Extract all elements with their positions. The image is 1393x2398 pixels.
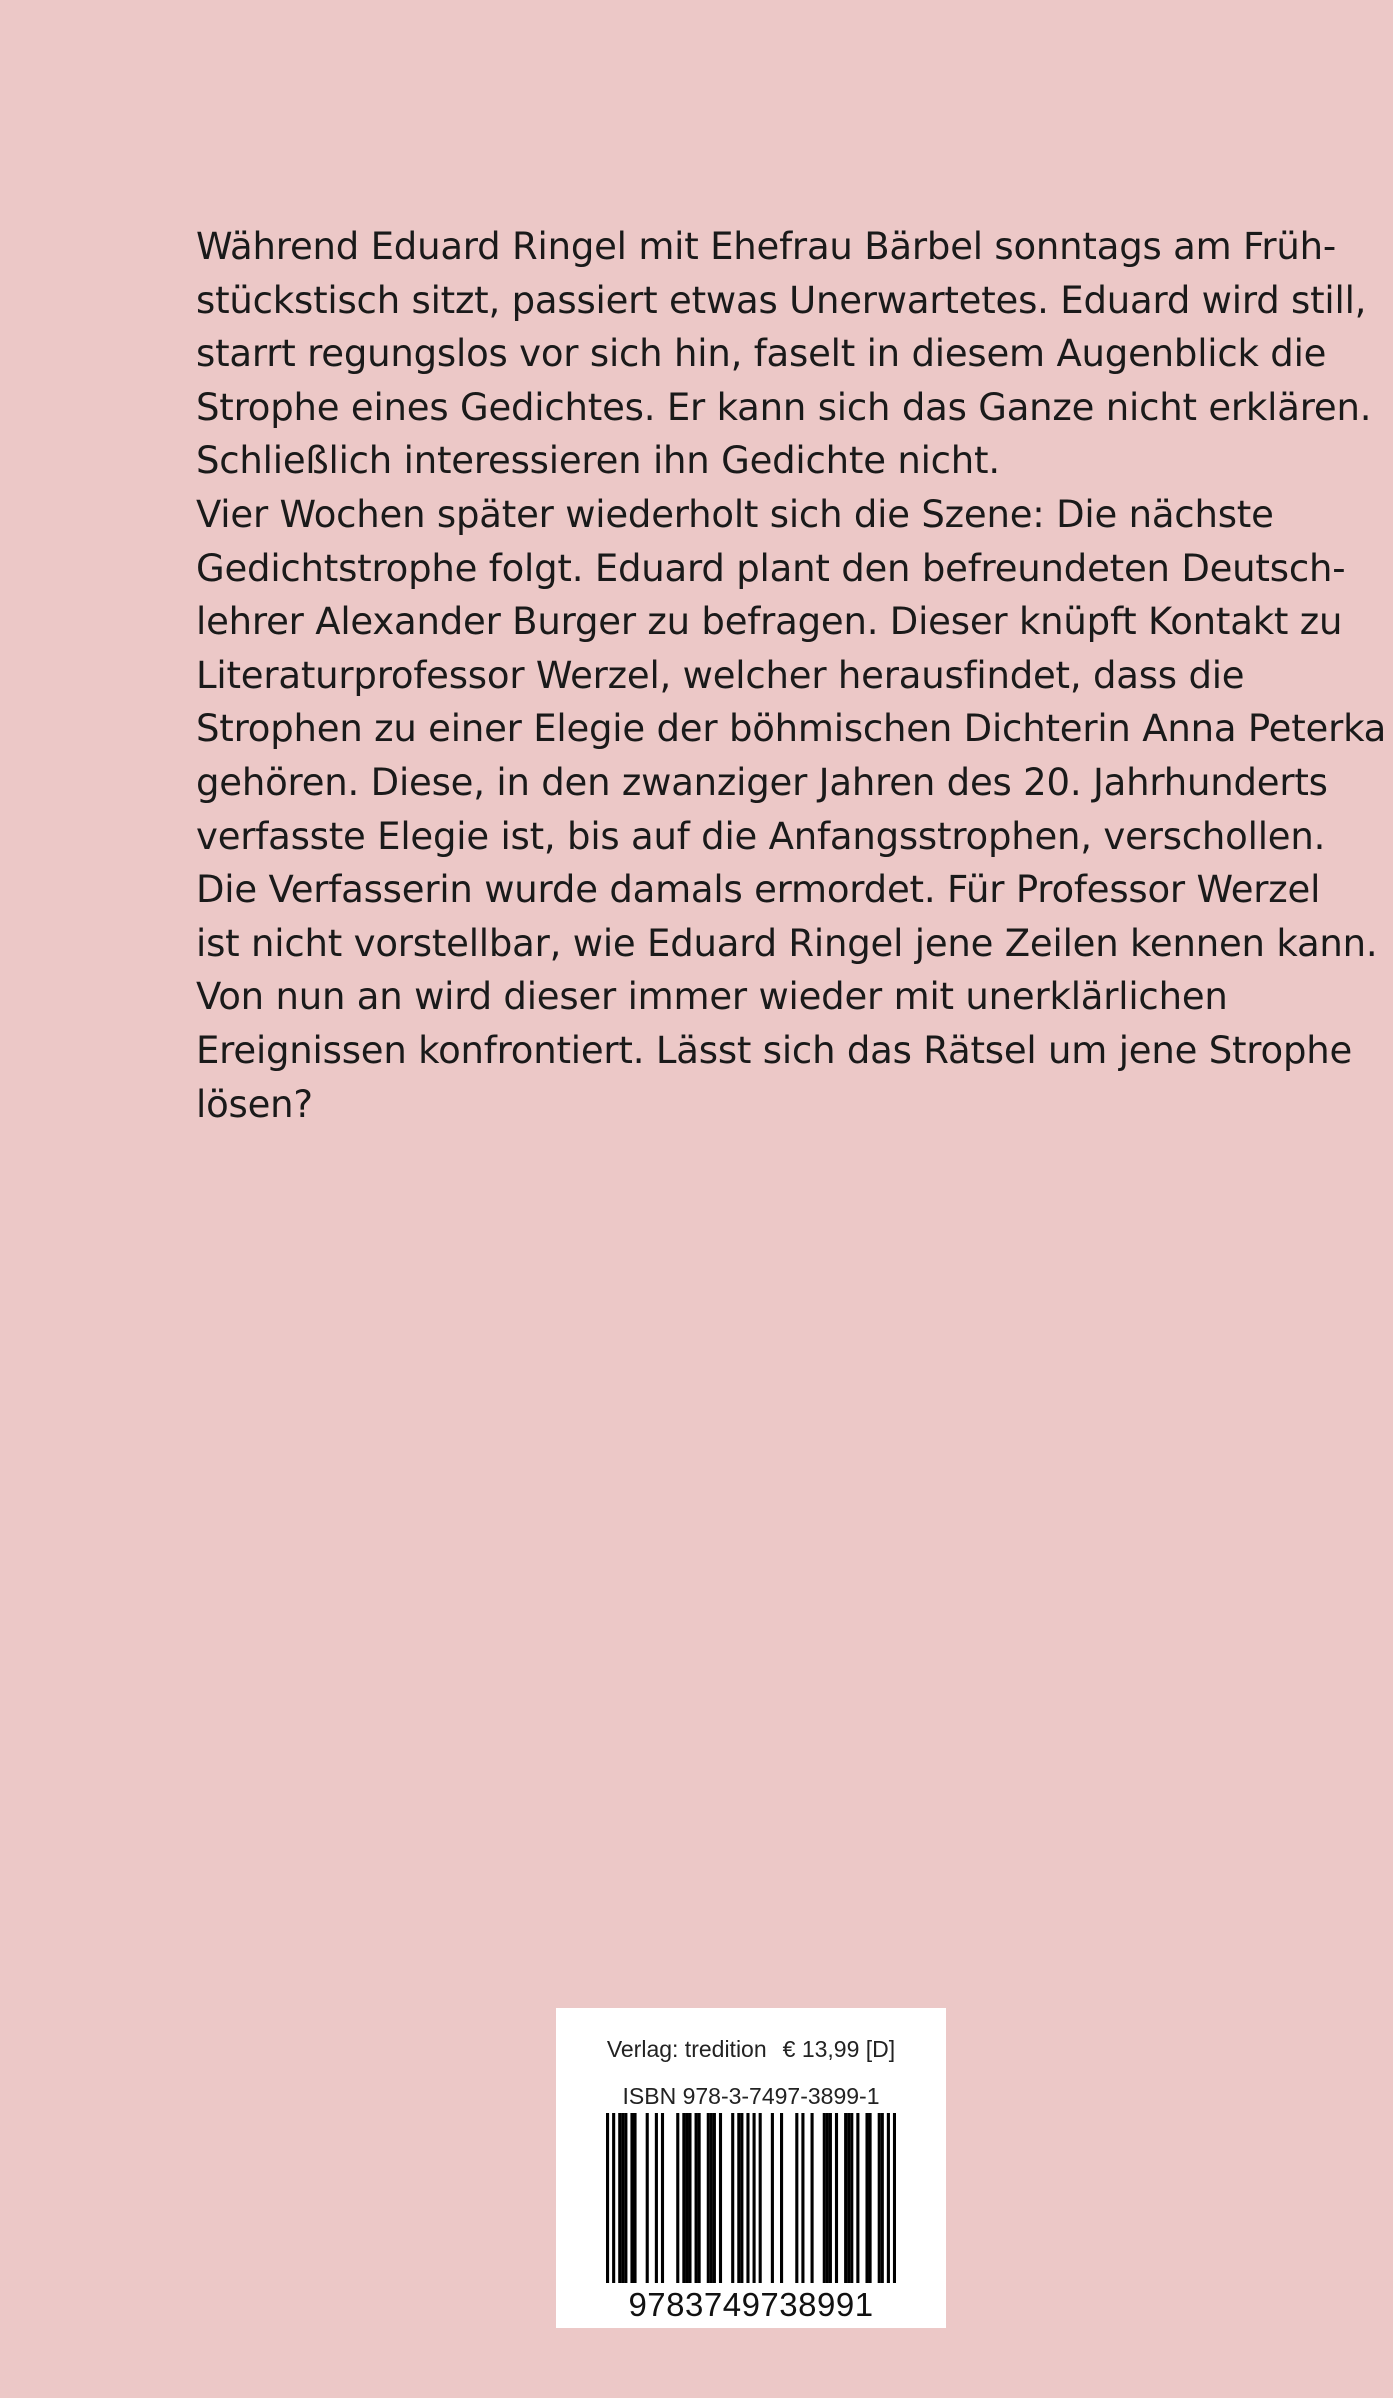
blurb-line: Strophen zu einer Elegie der böhmischen Dichterin Anna Peterka xyxy=(196,707,1387,751)
barcode-bar xyxy=(731,2113,734,2283)
blurb-line: Literaturprofessor Werzel, welcher herausfindet, dass die xyxy=(196,653,1245,697)
barcode-bar xyxy=(695,2113,698,2283)
isbn-text: ISBN 978-3-7497-3899-1 xyxy=(622,2083,880,2109)
barcode-bar xyxy=(618,2113,621,2283)
barcode-bar xyxy=(746,2113,749,2283)
publisher-name: Verlag: tredition xyxy=(606,2036,767,2062)
barcode-bar xyxy=(795,2113,798,2283)
blurb-line: verfasste Elegie ist, bis auf die Anfangsstrophen, verschollen. xyxy=(196,814,1326,858)
barcode-bar xyxy=(823,2113,826,2283)
barcode-bar xyxy=(606,2113,609,2283)
barcode-bar xyxy=(887,2113,890,2283)
barcode-bar xyxy=(688,2113,691,2283)
blurb-paragraph-1 xyxy=(196,220,1376,488)
blurb-text xyxy=(196,220,1387,1131)
barcode-bar xyxy=(710,2113,713,2283)
blurb-line: Von nun an wird dieser immer wieder mit unerklärlichen xyxy=(196,975,1228,1019)
barcode-bar xyxy=(850,2113,853,2283)
blurb-line: Die Verfasserin wurde damals ermordet. Für Professor Werzel xyxy=(196,868,1321,912)
barcode-label xyxy=(556,2008,946,2328)
barcode-bar xyxy=(630,2113,633,2283)
barcode-bars xyxy=(606,2113,896,2283)
barcode-bar xyxy=(881,2113,884,2283)
blurb-line: ist nicht vorstellbar, wie Eduard Ringel jene Zeilen kennen kann. xyxy=(196,921,1378,965)
blurb-line: Gedichtstrophe folgt. Eduard plant den befreundeten Deutsch- xyxy=(196,546,1346,590)
barcode-bar xyxy=(856,2113,859,2283)
barcode-bar xyxy=(780,2113,783,2283)
blurb-line: Ereignissen konfrontiert. Lässt sich das Rätsel um jene Strophe xyxy=(196,1028,1353,1072)
barcode-bar xyxy=(759,2113,762,2283)
blurb-paragraph-2 xyxy=(196,488,1387,1131)
barcode-bar xyxy=(624,2113,627,2283)
barcode-bar xyxy=(621,2113,624,2283)
barcode-bar xyxy=(847,2113,850,2283)
barcode-bar xyxy=(801,2113,804,2283)
blurb-line: Schließlich interessieren ihn Gedichte nicht. xyxy=(196,439,1000,483)
publisher-price-line xyxy=(556,2036,946,2063)
barcode-bar xyxy=(633,2113,636,2283)
price: € 13,99 [D] xyxy=(782,2036,896,2062)
barcode-bar xyxy=(844,2113,847,2283)
barcode-digits: 9783749738991 xyxy=(628,2286,874,2323)
barcode-bar xyxy=(713,2113,716,2283)
blurb-line: Während Eduard Ringel mit Ehefrau Bärbel sonntags am Früh- xyxy=(196,225,1337,268)
blurb-line: lehrer Alexander Burger zu befragen. Dieser knüpft Kontakt zu xyxy=(196,600,1343,644)
barcode-bar xyxy=(829,2113,832,2283)
blurb-line: stückstisch sitzt, passiert etwas Unerwartetes. Eduard wird still, xyxy=(196,278,1367,322)
barcode-bar xyxy=(646,2113,649,2283)
blurb-line: gehören. Diese, in den zwanziger Jahren des 20. Jahrhunderts xyxy=(196,760,1328,804)
barcode-bar xyxy=(771,2113,774,2283)
barcode-bar xyxy=(676,2113,679,2283)
barcode-bar xyxy=(740,2113,743,2283)
barcode-bar xyxy=(719,2113,722,2283)
barcode-bar xyxy=(753,2113,756,2283)
barcode-bar xyxy=(835,2113,838,2283)
blurb-line: lösen? xyxy=(196,1082,313,1126)
barcode-bar xyxy=(869,2113,872,2283)
barcode-bar xyxy=(811,2113,814,2283)
barcode-bar xyxy=(661,2113,664,2283)
blurb-line: Vier Wochen später wiederholt sich die Szene: Die nächste xyxy=(196,492,1274,536)
blurb-line: Strophe eines Gedichtes. Er kann sich das Ganze nicht erklären. xyxy=(196,385,1372,429)
barcode-bar xyxy=(737,2113,740,2283)
barcode-bar xyxy=(682,2113,685,2283)
barcode-bar xyxy=(707,2113,710,2283)
barcode-bar xyxy=(893,2113,896,2283)
barcode-bar xyxy=(685,2113,688,2283)
barcode-bar xyxy=(655,2113,658,2283)
barcode-bar xyxy=(878,2113,881,2283)
barcode-bar xyxy=(612,2113,615,2283)
barcode-bar xyxy=(698,2113,701,2283)
barcode-bar xyxy=(826,2113,829,2283)
barcode-bar xyxy=(865,2113,868,2283)
blurb-line: starrt regungslos vor sich hin, faselt in diesem Augenblick die xyxy=(196,332,1327,376)
